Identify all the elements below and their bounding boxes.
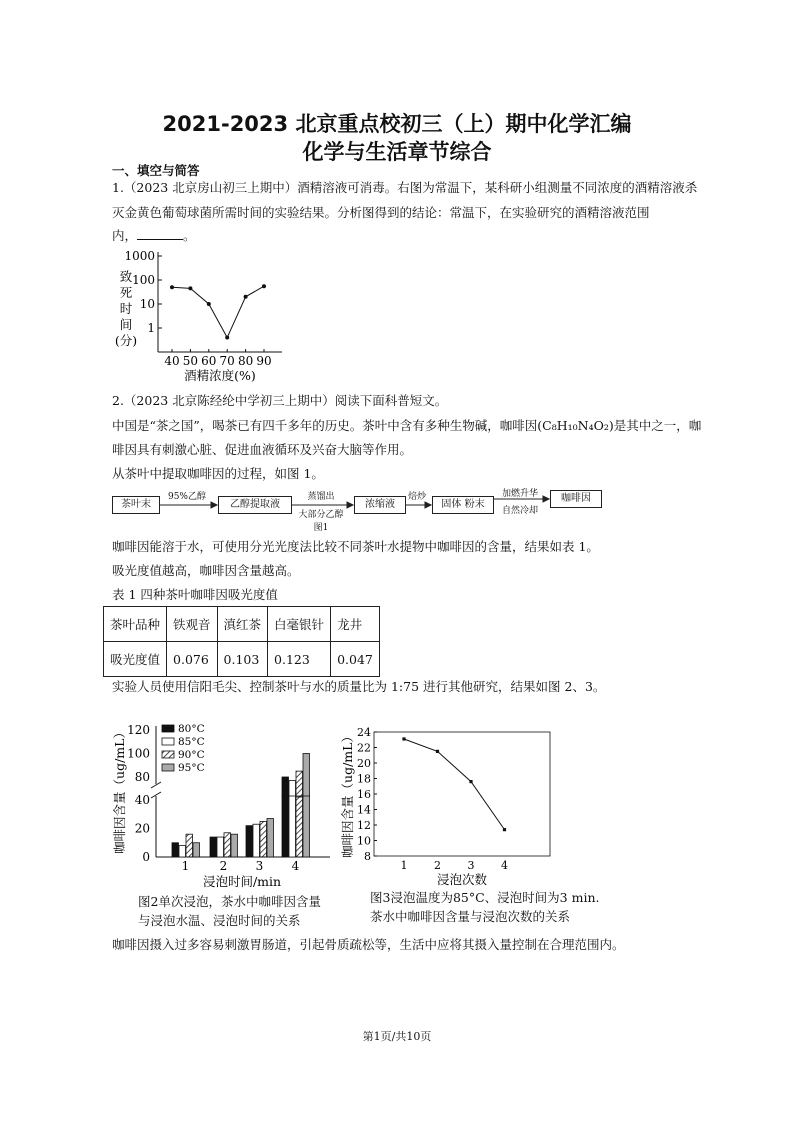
q2-para6: 咖啡因摄入过多容易刺激胃肠道，引起骨质疏松等，生活中应将其摄入量控制在合理范围内。 (112, 937, 625, 952)
bar (217, 837, 224, 857)
x-tick-label: 50 (182, 354, 199, 368)
x-axis-label: 酒精浓度(%) (184, 368, 256, 383)
table-cell: 白毫银针 (268, 607, 331, 642)
alcohol-chart (110, 244, 300, 386)
legend-swatch (162, 738, 174, 745)
table-cell: 吸光度值 (104, 642, 167, 677)
x-axis-label: 浸泡时间/min (202, 874, 282, 889)
y-tick-label: 0 (142, 850, 150, 864)
x-tick-label: 4 (501, 859, 508, 872)
bar (253, 824, 260, 857)
x-tick-label: 60 (201, 354, 217, 368)
flow-box-extract: 乙醇提取液 (218, 496, 292, 514)
bar (246, 826, 253, 857)
bar (303, 796, 310, 857)
y-axis-label-char: 间 (119, 317, 133, 332)
q1-text-line2: 灭金黄色葡萄球菌所需时间的实验结果。分析图得到的结论：常温下，在实验研究的酒精溶液范围 (112, 205, 650, 220)
flow-arrow4-label-bottom: 自然冷却 (501, 506, 538, 516)
bar (289, 796, 296, 857)
q2-para4: 吸光度值越高，咖啡因含量越高。 (112, 563, 300, 578)
y-tick-label: 100 (132, 273, 155, 287)
q2-para1-line2: 啡因具有刺激心脏、促进血液循环及兴奋大脑等作用。 (112, 442, 413, 457)
legend-swatch (162, 751, 174, 758)
bar-upper (303, 754, 310, 798)
data-point (188, 286, 192, 290)
legend-label: 90°C (178, 749, 205, 761)
y-tick-label: 10 (357, 834, 371, 848)
data-point (207, 302, 211, 306)
legend-label: 95°C (178, 762, 205, 774)
flow-arrow2-label-bottom: 大部分乙醇 (298, 510, 344, 520)
bar (193, 843, 200, 857)
answer-blank[interactable] (137, 227, 183, 240)
fig3-caption-line1: 图3浸泡温度为85°C、浸泡时间为3 min. (370, 890, 600, 905)
fig2-caption-line1: 图2单次浸泡，茶水中咖啡因含量 (138, 894, 321, 909)
bar-chart-fig2 (110, 720, 340, 892)
q2-intro: 2.（2023 北京陈经纶中学初三上期中）阅读下面科普短文。 (112, 393, 448, 408)
flow-box-caffeine: 咖啡因 (550, 490, 602, 508)
data-point (402, 737, 405, 740)
table-cell: 龙井 (331, 607, 380, 642)
legend-swatch (162, 725, 174, 732)
series-line (172, 286, 264, 337)
y-axis-label: 咖啡因含量（ug/mL） (112, 726, 127, 854)
data-point (469, 780, 472, 783)
bar (179, 846, 186, 857)
extraction-flow-diagram (110, 486, 610, 534)
fig2-caption (138, 892, 321, 930)
table-cell: 滇红茶 (217, 607, 268, 642)
flow-arrow2-label-top: 蒸馏出 (307, 492, 335, 502)
y-axis-label: 咖啡因含量（ug/mL） (340, 730, 355, 858)
bar-upper (296, 771, 303, 797)
y-tick-label: 16 (357, 788, 371, 801)
data-point (244, 295, 248, 299)
y-tick-label: 20 (357, 757, 371, 770)
page-subtitle: 化学与生活章节综合 (302, 140, 492, 164)
y-tick-label: 1000 (124, 249, 155, 263)
y-tick-label: 1 (147, 321, 155, 335)
table-cell: 铁观音 (167, 607, 218, 642)
q2-para3: 咖啡因能溶于水，可使用分光光度法比较不同茶叶水提物中咖啡因的含量，结果如表 1。 (112, 539, 599, 554)
y-tick-label: 20 (134, 821, 150, 836)
y-tick-label: 14 (357, 803, 371, 817)
table-row (104, 642, 380, 677)
table-cell: 0.123 (268, 642, 331, 677)
bar (231, 834, 238, 857)
page-title: 2021-2023 北京重点校初三（上）期中化学汇编 (162, 112, 632, 136)
y-tick-label: 24 (357, 726, 371, 739)
x-tick-label: 1 (181, 859, 190, 873)
q1-text-line1: 1.（2023 北京房山初三上期中）酒精溶液可消毒。右图为常温下，某科研小组测量不同浓度的酒精溶液杀 (112, 180, 698, 195)
y-tick-label: 8 (364, 850, 371, 863)
bar (224, 833, 231, 857)
bar (282, 796, 289, 857)
flow-box-concentrate: 浓缩液 (354, 496, 406, 514)
y-axis-label-char: 时 (119, 301, 133, 316)
flow-box-tea: 茶叶末 (112, 496, 160, 514)
x-tick-label: 1 (400, 859, 408, 872)
page-number: 第1页/共10页 (362, 1030, 432, 1043)
x-tick-label: 80 (237, 354, 254, 368)
q1-line3-prefix: 内， (112, 228, 138, 243)
bar (267, 819, 274, 857)
legend-label: 85°C (178, 736, 205, 748)
line-chart-fig3 (338, 722, 560, 890)
y-tick-label: 12 (357, 819, 371, 832)
flow-arrow4-label-top: 加燃升华 (501, 489, 538, 499)
table-row (104, 607, 380, 642)
bar (210, 837, 217, 857)
series-line (404, 739, 505, 830)
table-cell: 茶叶品种 (104, 607, 167, 642)
data-point (503, 828, 506, 831)
x-tick-label: 90 (256, 354, 272, 368)
y-axis-label-char: (分) (114, 333, 138, 348)
section-heading: 一、填空与简答 (112, 163, 200, 178)
fig3-caption-line2: 茶水中咖啡因含量与浸泡次数的关系 (370, 909, 571, 924)
bar (260, 821, 267, 857)
q2-para1-line1: 中国是“茶之国”，喝茶已有四千多年的历史。茶叶中含有多种生物碱，咖啡因(C₈H₁₀N₄O₂)是其中之一，咖 (112, 418, 702, 433)
x-tick-label: 70 (219, 354, 235, 368)
data-point (225, 336, 229, 340)
legend-label: 80°C (178, 723, 205, 735)
bar (172, 843, 179, 857)
x-tick-label: 3 (255, 859, 264, 873)
y-tick-label: 18 (357, 772, 371, 786)
y-axis-label-char: 致 (119, 269, 133, 284)
table-cell: 0.047 (331, 642, 380, 677)
table-cell: 0.103 (217, 642, 268, 677)
flow-arrow3-label: 焙炒 (407, 492, 426, 502)
flow-box-powder: 固体 粉末 (432, 496, 494, 514)
data-point (436, 750, 439, 753)
data-point (262, 284, 266, 288)
x-tick-label: 2 (434, 859, 441, 872)
y-tick-label: 120 (127, 723, 150, 737)
flow-caption: 图1 (313, 523, 329, 533)
bar (186, 834, 193, 857)
q2-para5: 实验人员使用信阳毛尖、控制茶叶与水的质量比为 1:75 进行其他研究，结果如图 2、3。 (112, 679, 606, 694)
x-tick-label: 4 (291, 859, 300, 873)
y-tick-label: 40 (134, 793, 150, 807)
y-tick-label: 80 (134, 770, 150, 784)
y-tick-label: 10 (139, 297, 155, 311)
y-tick-label: 100 (127, 746, 150, 761)
table-cell: 0.076 (167, 642, 218, 677)
q1-text-line3 (112, 227, 688, 244)
bar (296, 796, 303, 857)
absorbance-table (103, 606, 380, 677)
fig3-caption (370, 888, 599, 926)
bar-upper (289, 781, 296, 797)
x-tick-label: 40 (164, 354, 180, 368)
fig2-caption-line2: 与浸泡水温、浸泡时间的关系 (138, 913, 301, 928)
q1-line3-suffix: 。 (183, 228, 196, 243)
x-tick-label: 2 (219, 859, 228, 873)
q2-para2: 从茶叶中提取咖啡因的过程，如图 1。 (112, 466, 324, 481)
y-tick-label: 22 (357, 741, 371, 755)
x-axis-label: 浸泡次数 (436, 872, 488, 887)
plot-frame (374, 732, 550, 856)
y-axis-label-char: 死 (119, 285, 133, 300)
bar-upper (282, 777, 289, 797)
x-tick-label: 3 (467, 859, 475, 872)
data-point (170, 285, 174, 289)
flow-arrow1-label: 95%乙醇 (167, 492, 206, 502)
table-caption: 表 1 四种茶叶咖啡因吸光度值 (112, 587, 278, 602)
legend-swatch (162, 764, 174, 771)
